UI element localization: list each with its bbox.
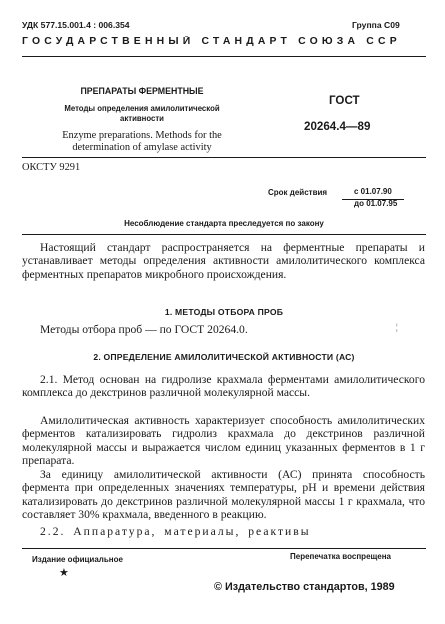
paragraph-2-1: 2.1. Метод основан на гидролизе крахмала ферментами амилолитического комплекса до декстринов различной молекулярной массы. [22,373,425,400]
udk-code: УДК 577.15.001.4 : 006.354 [22,20,130,30]
intro-paragraph: Настоящий стандарт распространяется на ферментные препараты и устанавливает методы определения активности амилолитического комплекса ферментных препаратов микробного происхождения. [22,241,425,281]
english-title-line: Enzyme preparations. Methods for the [62,130,222,141]
publisher-copyright: © Издательство стандартов, 1989 [214,581,395,593]
title-divider [22,157,426,158]
margin-mark: ¦ [396,322,398,332]
validity-to: до 01.07.95 [354,199,398,208]
okstu-code: ОКСТУ 9291 [22,162,81,173]
section-2-title: 2. ОПРЕДЕЛЕНИЕ АМИЛОЛИТИЧЕСКОЙ АКТИВНОСТИ (АС) [93,352,355,362]
official-edition-label: Издание официальное [32,555,123,564]
warning-divider [22,234,426,235]
paragraph-activity-unit: За единицу амилолитической активности (АС) принята способность фермента при определенных значениях температуры, рН и времени действия катализировать до декстринов различной молекулярной массы 1 г крахмала, что составляет 30% крахмала, введенного в реакцию. [22,468,425,522]
group-code: Группа С09 [352,20,400,30]
validity-label: Срок действия [268,188,328,197]
document-title: ПРЕПАРАТЫ ФЕРМЕНТНЫЕ [80,86,204,96]
header-divider [22,56,426,57]
validity-from: с 01.07.90 [354,187,392,196]
paragraph-activity-definition: Амилолитическая активность характеризует способность амилолитических ферментов катализировать гидролиз крахмала до декстринов различной молекулярной массы и выражается числом единиц указанных ферментов в 1 г препарата. [22,414,425,468]
footer-divider [22,548,426,549]
state-standard-banner: ГОСУДАРСТВЕННЫЙ СТАНДАРТ СОЮЗА ССР [22,36,401,47]
document-subtitle [22,104,262,124]
gost-number: 20264.4—89 [304,120,371,133]
reprint-prohibited-label: Перепечатка воспрещена [290,552,391,561]
english-title [22,130,262,154]
legal-warning: Несоблюдение стандарта преследуется по закону [124,219,324,228]
subtitle-line: активности [120,114,164,123]
section-1-title: 1. МЕТОДЫ ОТБОРА ПРОБ [164,307,284,317]
paragraph-2-2-heading: 2.2. Аппаратура, материалы, реактивы [40,525,311,538]
subtitle-line: Методы определения амилолитической [64,104,220,113]
section-1-text: Методы отбора проб — по ГОСТ 20264.0. [40,323,248,336]
english-title-line: determination of amylase activity [72,142,212,153]
gost-label: ГОСТ [329,94,360,107]
star-icon: ★ [59,567,69,579]
